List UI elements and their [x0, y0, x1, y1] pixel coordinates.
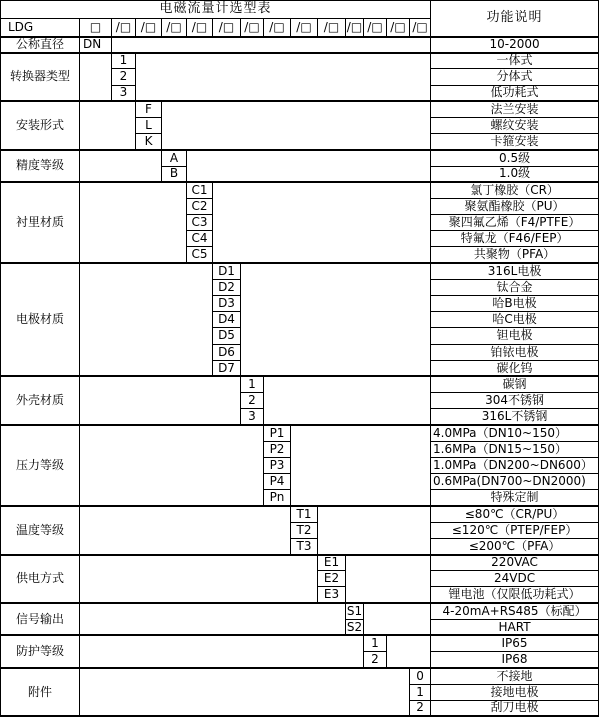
category-cell: 温度等级	[1, 506, 80, 555]
code-cell: E3	[318, 587, 346, 603]
region-cell	[80, 506, 291, 555]
category-cell: 防护等级	[1, 635, 80, 667]
code-cell: 2	[112, 69, 136, 85]
desc-cell: 锂电池（仅限低功耗式）	[431, 587, 599, 603]
desc-cell: 钽电极	[431, 328, 599, 344]
selection-slot-cell: /□	[291, 19, 318, 37]
category-cell: 供电方式	[1, 555, 80, 604]
code-cell: L	[136, 117, 162, 133]
category-cell: 公称直径	[1, 37, 80, 53]
function-header: 功能说明	[431, 1, 599, 37]
desc-cell: 1.0级	[431, 166, 599, 182]
selection-slot-cell: /□	[241, 19, 264, 37]
model-prefix-cell: LDG	[1, 19, 80, 37]
code-cell: C4	[187, 231, 213, 247]
desc-cell: 分体式	[431, 69, 599, 85]
region-cell	[80, 635, 364, 667]
model-box-cell: □	[80, 19, 112, 37]
desc-cell: 24VDC	[431, 571, 599, 587]
region-cell	[241, 263, 431, 376]
code-cell: 3	[241, 409, 264, 425]
region-cell	[80, 101, 136, 150]
category-cell: 转换器类型	[1, 53, 80, 102]
code-cell: C5	[187, 247, 213, 263]
code-cell: T1	[291, 506, 318, 522]
code-cell: C3	[187, 215, 213, 231]
desc-cell: 不接地	[431, 668, 599, 684]
desc-cell: 特殊定制	[431, 490, 599, 506]
region-cell	[80, 53, 112, 102]
desc-cell: 刮刀电极	[431, 700, 599, 716]
selection-slot-cell: /□	[364, 19, 387, 37]
desc-cell: 特氟龙（F46/FEP）	[431, 231, 599, 247]
code-cell: 2	[410, 700, 431, 716]
desc-cell: IP65	[431, 635, 599, 651]
code-cell: C2	[187, 198, 213, 214]
code-cell: S1	[346, 603, 363, 618]
code-cell: D5	[213, 328, 241, 344]
desc-cell: 碳化钨	[431, 360, 599, 376]
selection-slot-cell: /□	[318, 19, 346, 37]
selection-slot-cell: /□	[162, 19, 187, 37]
desc-cell: 1.0MPa（DN200~DN600）	[431, 457, 599, 473]
code-cell: A	[162, 150, 187, 166]
code-cell: DN	[80, 37, 112, 53]
desc-cell: 4-20mA+RS485（标配）	[431, 603, 599, 619]
code-cell: C1	[187, 182, 213, 198]
desc-cell: 4.0MPa（DN10~150）	[431, 425, 599, 441]
category-cell: 安装形式	[1, 101, 80, 150]
region-cell	[187, 150, 431, 182]
code-cell: D2	[213, 279, 241, 295]
desc-cell: 螺纹安装	[431, 117, 599, 133]
category-cell: 电极材质	[1, 263, 80, 376]
code-cell: D1	[213, 263, 241, 279]
region-cell	[291, 425, 431, 506]
code-cell: T3	[291, 538, 318, 554]
code-cell: K	[136, 134, 162, 150]
category-cell: 压力等级	[1, 425, 80, 506]
code-cell: 1	[364, 635, 387, 651]
code-cell: 2	[241, 393, 264, 409]
code-cell: P1	[264, 425, 291, 441]
region-cell	[80, 182, 187, 263]
code-cell: D4	[213, 312, 241, 328]
region-cell	[318, 506, 431, 555]
desc-cell: 哈C电极	[431, 312, 599, 328]
desc-cell: IP68	[431, 652, 599, 668]
desc-cell: 10-2000	[431, 37, 599, 53]
region-cell	[162, 101, 431, 150]
region-cell	[346, 555, 431, 604]
desc-cell: 0.5级	[431, 150, 599, 166]
code-cell: 1	[112, 53, 136, 69]
region-cell	[80, 555, 318, 604]
region-cell	[264, 376, 431, 425]
region-cell	[80, 376, 241, 425]
code-cell: E1	[318, 555, 346, 571]
code-cell: Pn	[264, 490, 291, 506]
desc-cell: 接地电极	[431, 684, 599, 700]
desc-cell: 卡箍安装	[431, 134, 599, 150]
code-cell: 1	[410, 684, 431, 700]
desc-cell: 一体式	[431, 53, 599, 69]
desc-cell: 1.6MPa（DN15~150）	[431, 441, 599, 457]
desc-cell: 共聚物（PFA）	[431, 247, 599, 263]
category-cell: 外壳材质	[1, 376, 80, 425]
code-cell: S2	[346, 619, 363, 634]
code-cell: 3	[112, 85, 136, 101]
selection-slot-cell: /□	[346, 19, 364, 37]
selection-slot-cell: /□	[213, 19, 241, 37]
desc-cell: 聚四氟乙烯（F4/PTFE）	[431, 215, 599, 231]
code-cell: 2	[364, 652, 387, 668]
selection-slot-cell: /□	[264, 19, 291, 37]
desc-cell: 316L电极	[431, 263, 599, 279]
desc-cell: 法兰安装	[431, 101, 599, 117]
code-cell: D3	[213, 296, 241, 312]
desc-cell: 铂铱电极	[431, 344, 599, 360]
code-cell: P4	[264, 474, 291, 490]
region-cell	[80, 603, 346, 635]
category-cell: 精度等级	[1, 150, 80, 182]
region-cell	[80, 263, 213, 376]
desc-cell: 碳钢	[431, 376, 599, 392]
desc-cell: 氯丁橡胶（CR）	[431, 182, 599, 198]
desc-cell: HART	[431, 619, 599, 635]
region-cell	[80, 150, 162, 182]
code-cell: T2	[291, 522, 318, 538]
selection-slot-cell: /□	[410, 19, 431, 37]
selection-slot-cell: /□	[387, 19, 410, 37]
code-cell: E2	[318, 571, 346, 587]
desc-cell: 0.6MPa(DN700~DN2000)	[431, 474, 599, 490]
desc-cell: 聚氨酯橡胶（PU）	[431, 198, 599, 214]
desc-cell: 钛合金	[431, 279, 599, 295]
desc-cell: ≤80℃（CR/PU）	[431, 506, 599, 522]
region-cell	[364, 603, 431, 635]
region-cell	[136, 53, 431, 102]
region-cell	[80, 668, 410, 717]
selection-slot-cell: /□	[112, 19, 136, 37]
code-cell: P2	[264, 441, 291, 457]
desc-cell: 220VAC	[431, 555, 599, 571]
category-cell: 附件	[1, 668, 80, 717]
code-cell: P3	[264, 457, 291, 473]
region-cell	[80, 425, 264, 506]
code-cell: D7	[213, 360, 241, 376]
selection-slot-cell: /□	[187, 19, 213, 37]
selection-slot-cell: /□	[136, 19, 162, 37]
region-cell	[387, 635, 431, 667]
code-cell: B	[162, 166, 187, 182]
code-cell: F	[136, 101, 162, 117]
code-cell: 1	[241, 376, 264, 392]
region-cell	[112, 37, 431, 53]
desc-cell: ≤200℃（PFA）	[431, 538, 599, 554]
desc-cell: 316L不锈钢	[431, 409, 599, 425]
table-title: 电磁流量计选型表	[1, 1, 431, 19]
category-cell: 衬里材质	[1, 182, 80, 263]
category-cell: 信号输出	[1, 603, 80, 635]
code-cell: D6	[213, 344, 241, 360]
region-cell	[213, 182, 431, 263]
desc-cell: 低功耗式	[431, 85, 599, 101]
code-cell: 0	[410, 668, 431, 684]
desc-cell: ≤120℃（PTEP/FEP）	[431, 522, 599, 538]
desc-cell: 304不锈钢	[431, 393, 599, 409]
desc-cell: 哈B电极	[431, 296, 599, 312]
